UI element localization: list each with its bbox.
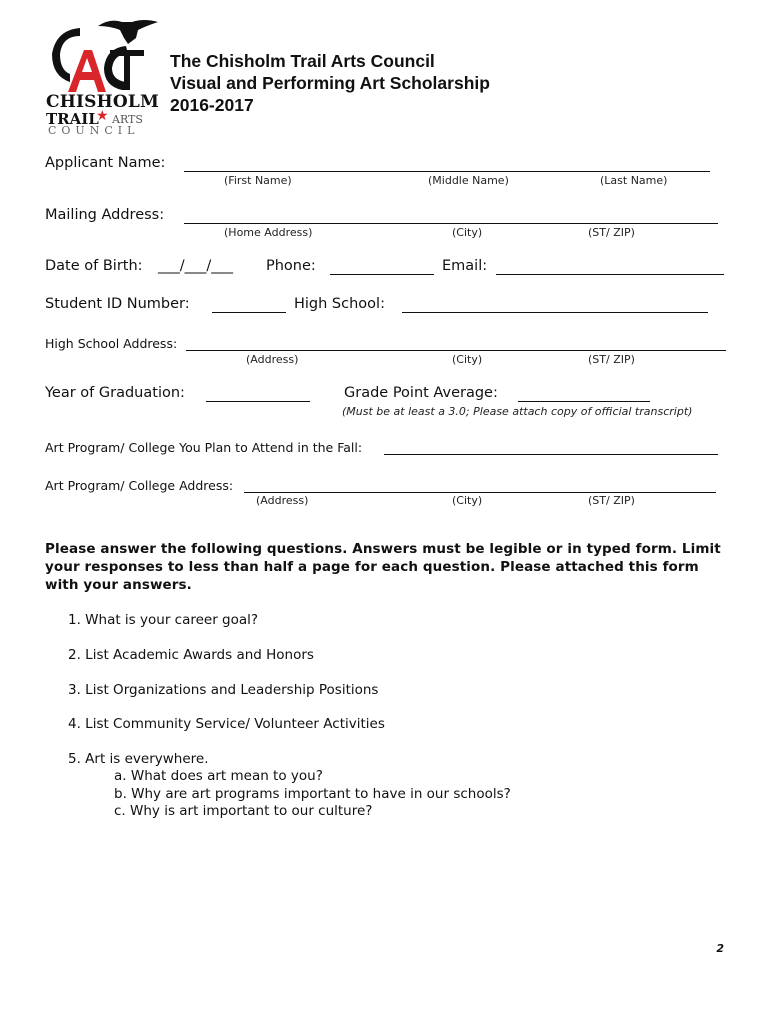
email-label: Email:	[442, 258, 488, 274]
art-program-field[interactable]	[384, 454, 718, 455]
first-name-caption: (First Name)	[224, 174, 292, 187]
phone-field[interactable]	[330, 274, 434, 275]
graduation-year-label: Year of Graduation:	[45, 385, 185, 401]
dob-label: Date of Birth:	[45, 258, 143, 274]
graduation-year-field[interactable]	[206, 401, 310, 402]
program-address-caption: (Address)	[256, 494, 309, 507]
mailing-address-label: Mailing Address:	[45, 207, 165, 223]
mailing-address-field[interactable]	[184, 223, 718, 224]
star-icon: ★	[96, 108, 109, 124]
logo-line2a: TRAIL	[46, 110, 99, 128]
high-school-field[interactable]	[402, 312, 708, 313]
header-line1: The Chisholm Trail Arts Council	[170, 51, 435, 71]
ctac-logo	[40, 14, 164, 142]
hs-address-label: High School Address:	[45, 336, 178, 351]
instructions-paragraph: Please answer the following questions. Answers must be legible or in typed form. Limit your responses to less than half a page for each question. Please attached this form with your answers.	[45, 541, 721, 593]
dob-field[interactable]: ___/___/___	[158, 258, 234, 274]
header-title-block	[170, 50, 490, 116]
hs-city-caption: (City)	[452, 353, 483, 366]
logo-line2b: ARTS	[112, 113, 143, 126]
mailing-city-caption: (City)	[452, 226, 483, 239]
subquestion-b: b. Why are art programs important to have in our schools?	[114, 786, 511, 802]
question-4: 4. List Community Service/ Volunteer Activities	[68, 716, 385, 732]
gpa-label: Grade Point Average:	[344, 385, 498, 401]
phone-label: Phone:	[266, 258, 316, 274]
student-id-field[interactable]	[212, 312, 286, 313]
program-st-zip-caption: (ST/ ZIP)	[588, 494, 635, 507]
hs-st-zip-caption: (ST/ ZIP)	[588, 353, 635, 366]
email-field[interactable]	[496, 274, 724, 275]
applicant-name-field[interactable]	[184, 171, 710, 172]
hs-address-caption: (Address)	[246, 353, 299, 366]
subquestion-a: a. What does art mean to you?	[114, 768, 323, 784]
home-address-caption: (Home Address)	[224, 226, 313, 239]
art-program-address-label: Art Program/ College Address:	[45, 478, 234, 493]
subquestion-c: c. Why is art important to our culture?	[114, 803, 373, 819]
art-program-label: Art Program/ College You Plan to Attend in the Fall:	[45, 440, 363, 455]
header-line3: 2016-2017	[170, 95, 254, 115]
last-name-caption: (Last Name)	[600, 174, 668, 187]
logo-line1: CHISHOLM	[46, 92, 160, 112]
question-5: 5. Art is everywhere.	[68, 751, 209, 767]
hs-address-field[interactable]	[186, 350, 726, 351]
mailing-st-zip-caption: (ST/ ZIP)	[588, 226, 635, 239]
middle-name-caption: (Middle Name)	[428, 174, 509, 187]
high-school-label: High School:	[294, 296, 385, 312]
gpa-note: (Must be at least a 3.0; Please attach copy of official transcript)	[342, 405, 693, 418]
question-3: 3. List Organizations and Leadership Positions	[68, 682, 379, 698]
gpa-field[interactable]	[518, 401, 650, 402]
page-number: 2	[716, 942, 724, 955]
header-line2: Visual and Performing Art Scholarship	[170, 73, 490, 93]
program-city-caption: (City)	[452, 494, 483, 507]
applicant-name-label: Applicant Name:	[45, 155, 166, 171]
student-id-label: Student ID Number:	[45, 296, 190, 312]
art-program-address-field[interactable]	[244, 492, 716, 493]
question-2: 2. List Academic Awards and Honors	[68, 647, 314, 663]
question-1: 1. What is your career goal?	[68, 612, 259, 628]
logo-line3: COUNCIL	[48, 124, 140, 137]
